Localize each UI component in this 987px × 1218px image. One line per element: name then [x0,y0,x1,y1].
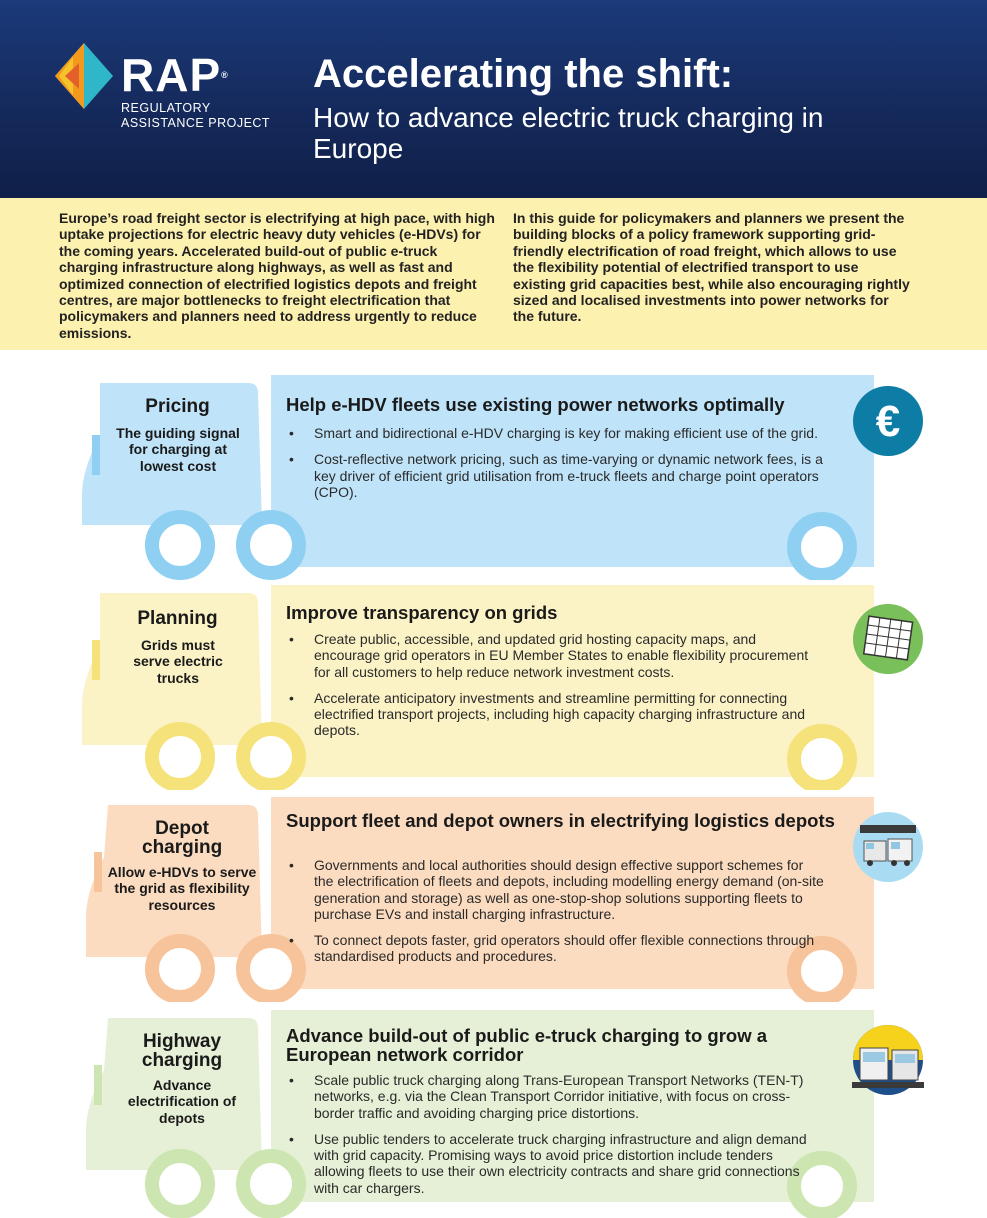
truck-description: Allow e-HDVs to serve the grid as flexibility resources [107,864,257,913]
section-highway-charging [0,1010,987,1215]
depot-truck-label [84,819,279,913]
list-item: • Governments and local authorities should design effective support schemes for the electrification of fleets and depots, including modelling energy demand (on-site generation and storage) as well as one-stop-shop solutions supporting fleets to purchase EVs and install charging infrastructure. [286,857,826,922]
highway-truck-icon [852,1024,924,1096]
bullet-list [286,1072,826,1206]
depot-icon [852,811,924,883]
truck-title: Pricing [145,396,210,417]
page-subtitle: How to advance electric truck charging in Europe [313,102,824,164]
bullet-list [286,857,826,975]
bullet-list [286,425,826,510]
truck-title: Planning [137,608,218,629]
list-item: • Scale public truck charging along Trans-European Transport Networks (TEN-T) networks, e.g. via the Clean Transport Corridor initiative, with focus on cross-border traffic and avoiding charging price distortions. [286,1072,826,1121]
truck-description: Grids must serve electric trucks [133,637,223,686]
list-item: • Use public tenders to accelerate truck charging infrastructure and align demand with grid capacity. Promising ways to avoid price distortion include tenders allowing fleets to use their own electricity contracts and share grid connections with car chargers. [286,1131,826,1196]
panel-title: Help e-HDV fleets use existing power networks optimally [286,394,785,415]
header-banner [0,0,987,198]
list-item: • To connect depots faster, grid operators should offer flexible connections through standardised products and procedures. [286,932,826,965]
list-item: • Create public, accessible, and updated grid hosting capacity maps, and encourage grid operators in EU Member States to enable flexibility procurement for all customers to help reduce network investment costs. [286,631,826,680]
section-planning [0,585,987,785]
truck-description: The guiding signal for charging at lowest cost [116,425,240,474]
highway-truck-label [84,1032,279,1126]
panel-title: Improve transparency on grids [286,602,558,623]
list-item: • Accelerate anticipatory investments and streamline permitting for connecting electrified transport projects, including high capacity charging infrastructure and depots. [286,690,826,739]
section-pricing [0,375,987,575]
logo-wordmark: RAP® [121,49,229,101]
truck-title: Highway charging [141,1031,223,1071]
logo-subtitle: REGULATORY ASSISTANCE PROJECT [121,101,271,130]
bullet-list [286,631,826,749]
intro-band [0,198,987,350]
svg-text:€: € [875,397,901,446]
section-depot-charging [0,797,987,997]
euro-icon [852,385,924,457]
list-item: • Smart and bidirectional e-HDV charging is key for making efficient use of the grid. [286,425,826,441]
page-title: Accelerating the shift: [313,52,734,96]
intro-text-left: Europe’s road freight sector is electrifying at high pace, with high uptake projections for electric heavy duty vehicles (e-HDVs) for the coming years. Accelerated build-out of public e-truck charging infrastructure along highways, as well as fast and optimized connection of electrified logistics depots and freight centres, are major bottlenecks to freight electrification that policymakers and planners need to address urgently to reduce emissions. [59,210,495,341]
rap-logo-icon [55,43,113,109]
intro-text-right: In this guide for policymakers and planners we present the building blocks of a policy framework supporting grid-friendly electrification of road freight, which allows to use the flexibility potential of electrified transport to use existing grid capacities best, while also encouraging rightly sized and localised investments into power networks for the future. [513,210,910,325]
truck-title: Depot charging [142,818,223,858]
grid-map-icon [852,603,924,675]
panel-title: Advance build-out of public e-truck charging to grow a European network corridor [286,1025,768,1065]
planning-truck-label [80,609,275,686]
list-item: • Cost-reflective network pricing, such as time-varying or dynamic network fees, is a key driver of efficient grid utilisation from e-truck fleets and charge point operators (CPO). [286,451,826,500]
pricing-truck-label [80,397,275,474]
truck-description: Advance electrification of depots [127,1077,237,1126]
panel-title: Support fleet and depot owners in electrifying logistics depots [286,810,835,831]
